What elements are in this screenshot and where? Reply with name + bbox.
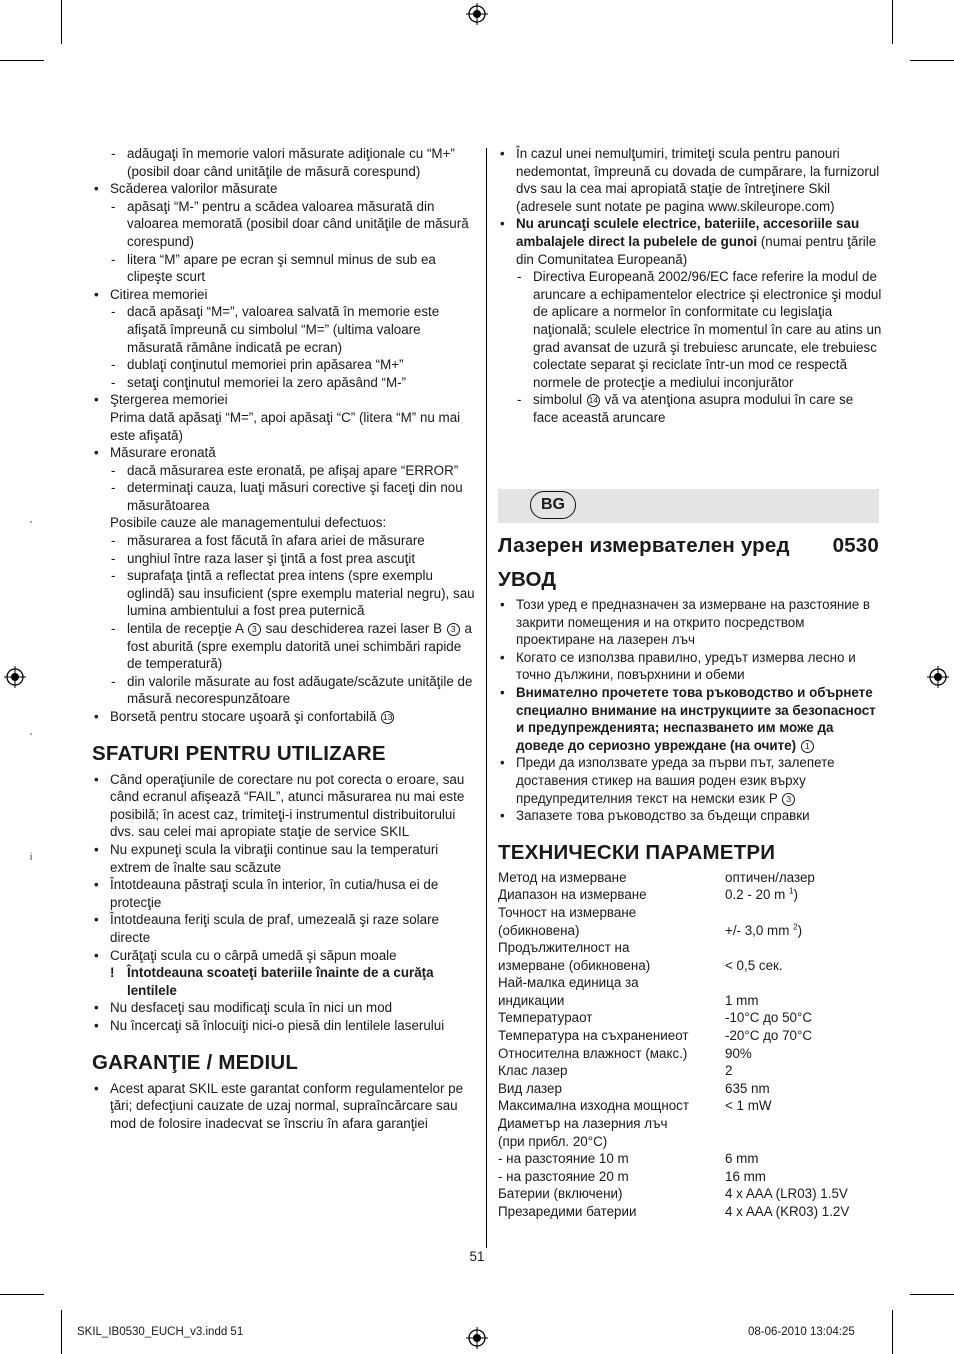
spec-value	[725, 1133, 879, 1151]
footer-file: SKIL_IB0530_EUCH_v3.indd 51	[77, 1326, 244, 1338]
spec-value-text: -10°C до 50°C	[725, 1010, 812, 1026]
spec-row	[498, 922, 879, 940]
list-item: - măsurarea a fost făcută în afara ariei de măsurare	[92, 532, 476, 550]
spec-row	[498, 1045, 879, 1063]
spec-label: (при прибл. 20°C)	[498, 1133, 608, 1149]
list-item: - litera “M” apare pe ecran şi semnul minus de sub ea clipeşte scurt	[92, 251, 476, 286]
footnote-marker: 1	[789, 886, 794, 896]
spec-value	[725, 1045, 879, 1063]
registration-mark-icon	[4, 666, 26, 688]
spec-value-text: оптичен/лазер	[725, 869, 815, 885]
list-item: • Запазете това ръководство за бъдещи справки	[498, 807, 882, 825]
right-column	[498, 145, 882, 427]
list-item: • Nu expuneţi scula la vibraţii continue sau la temperaturi extrem de înalte sau scăzute	[92, 841, 476, 876]
margin-mark: '	[30, 732, 32, 743]
crop-mark	[910, 1294, 954, 1295]
reference-number-icon: 14	[588, 395, 599, 406]
list-item: • Този уред е предназначен за измерване на разстояние в закрити помещения и на открито посредством проектиране на лазерен лъч	[498, 596, 882, 649]
spec-row	[498, 957, 879, 975]
spec-row	[498, 1150, 879, 1168]
list-item: - apăsaţi “M-” pentru a scădea valoarea măsurată din valoarea memorată (posibil doar când unităţile de măsură corespund)	[92, 198, 476, 251]
spec-label: Вид лазер	[498, 1080, 562, 1096]
section-title-intro: УВОД	[498, 568, 557, 591]
margin-mark: i	[30, 852, 33, 863]
spec-label: Максимална изходна мощност	[498, 1098, 689, 1114]
list-item: • Scăderea valorilor măsurate	[92, 180, 476, 198]
spec-value-text: 4 x AAA (KR03) 1.2V	[725, 1204, 850, 1219]
list-item: Prima dată apăsaţi “M=”, apoi apăsaţi “C” (litera “M” nu mai este afişată)	[110, 409, 461, 443]
registration-mark-icon	[466, 3, 488, 25]
language-badge: BG	[530, 491, 576, 519]
list-item-text: vă va atenţiona asupra modului în care se face această aruncare	[533, 392, 854, 425]
list-item: - suprafaţa ţintă a reflectat prea intens (spre exemplu oglindă) sau insuficient (spre exemplu material negru), sau lumina ambientului a fost prea puternică	[92, 567, 476, 620]
tips-list	[92, 771, 476, 1035]
list-item: - dacă măsurarea este eronată, pe afişaj apare “ERROR”	[92, 462, 476, 480]
product-heading	[498, 534, 879, 558]
specs-table	[498, 869, 879, 1221]
registration-mark-icon	[927, 666, 949, 688]
spec-value	[725, 1185, 879, 1203]
section-title-specs: ТЕХНИЧЕСКИ ПАРАМЕТРИ	[498, 840, 776, 864]
spec-row	[498, 886, 879, 904]
warranty-list	[92, 1080, 476, 1133]
bg-section	[498, 534, 882, 1221]
list-item: Posibile cauze ale managementului defectuos:	[110, 515, 387, 531]
list-item: - adăugaţi în memorie valori măsurate adiţionale cu “M+” (posibil doar când unităţile de măsură corespund)	[92, 145, 476, 180]
spec-label: Батерии (включени)	[498, 1186, 623, 1202]
list-item: • Nu încercaţi să înlocuiţi nici-o piesă din lentilele laserului	[92, 1017, 476, 1035]
list-item: • Întotdeauna feriţi scula de praf, umezeală şi raze solare directe	[92, 911, 476, 946]
spec-value-text: 1 mm	[725, 992, 759, 1008]
list-item: - setaţi conţinutul memoriei la zero apăsând “M-”	[92, 374, 476, 392]
spec-value	[725, 869, 879, 887]
list-item-text: (numai pentru ţările din Comunitatea Europeană)	[516, 233, 877, 267]
spec-label: Презаредими батерии	[498, 1204, 637, 1219]
reference-number-icon: 3	[782, 793, 795, 806]
reference-number-icon: 3	[447, 623, 460, 636]
spec-value	[725, 1062, 879, 1080]
spec-row	[498, 1097, 879, 1115]
list-item-text: a fost aburită (spre exemplu datorită unei schimbări rapide de temperatură)	[127, 621, 472, 672]
reference-number-icon: 13	[382, 712, 393, 722]
list-item-text: sau deschiderea razei laser B	[265, 621, 443, 637]
spec-value-text: 90%	[725, 1045, 752, 1061]
list-item	[498, 215, 882, 268]
spec-value	[725, 1080, 879, 1098]
language-band	[498, 489, 879, 523]
section-title-tips: SFATURI PENTRU UTILIZARE	[92, 741, 386, 765]
spec-value-text: 2	[725, 1063, 733, 1079]
page-number: 51	[469, 1249, 485, 1264]
list-item: - Directiva Europeană 2002/96/EC face referire la modul de aruncare a echipamentelor electrice şi electronice şi modul de aplicare a normelor în conformitate cu legislaţia naţională; sculele electrice în momentul în care au atins un grad avansat de uzură şi trebuiesc aruncate, ele trebuiesc colectate separat şi reciclate într-un mod ce respectă normele de protecţie a mediului inconjurător	[498, 268, 882, 391]
crop-mark	[61, 0, 62, 44]
spec-value-text: < 0,5 сек.	[725, 957, 783, 973]
spec-row	[498, 1185, 879, 1203]
spec-value-text: 16 mm	[725, 1168, 766, 1184]
spec-row	[498, 1080, 879, 1098]
list-item: • Когато се използва правилно, уредът измерва лесно и точно дължини, повърхнини и обеми	[498, 649, 882, 684]
list-item-warning: ! Întotdeauna scoateţi bateriile înainte de a curăţa lentilele	[92, 964, 476, 999]
list-item-text: lentila de recepţie A	[127, 621, 244, 637]
spec-value-text: 4 x AAA (LR03) 1.5V	[725, 1186, 848, 1202]
spec-label: - на разстояние 20 m	[498, 1168, 629, 1184]
spec-value	[725, 957, 879, 975]
spec-label: Точност на измерване	[498, 904, 637, 920]
spec-value	[725, 1027, 879, 1045]
list-item	[498, 754, 882, 807]
list-item: • Ştergerea memoriei	[92, 391, 476, 409]
spec-label: Относителна влажност (макс.)	[498, 1045, 688, 1061]
list-item: • Când operaţiunile de corectare nu pot corecta o eroare, sau când ecranul afişează “FAIL”, atunci măsurarea nu mai este posibilă; în acest caz, trimiteţi-i instrumentul distribuitorului dvs. sau celei mai apropiate staţie de service SKIL	[92, 771, 476, 841]
column-divider	[486, 148, 487, 1248]
list-item: - unghiul între raza laser şi ţintă a fost prea ascuţit	[92, 550, 476, 568]
spec-label: Диапазон на измерване	[498, 887, 647, 903]
spec-value	[725, 1115, 879, 1133]
spec-row	[498, 869, 879, 887]
crop-mark	[0, 60, 44, 61]
crop-mark	[892, 1310, 893, 1354]
spec-value	[725, 974, 879, 992]
list-item-text: Borsetă pentru stocare uşoară şi confortabilă	[110, 709, 377, 724]
list-item: • Nu desfaceţi sau modificaţi scula în nici un mod	[92, 999, 476, 1017]
spec-row	[498, 939, 879, 957]
spec-value	[725, 1150, 879, 1168]
list-item: - determinaţi cauza, luaţi măsuri corective şi faceţi din nou măsurătoarea	[92, 479, 476, 514]
spec-row	[498, 1027, 879, 1045]
spec-value-text: +/- 3,0 mm	[725, 922, 790, 938]
list-item: - dublaţi conţinutul memoriei prin apăsarea “M+”	[92, 356, 476, 374]
spec-label: Най-малка единица за	[498, 975, 639, 991]
spec-label: Клас лазер	[498, 1063, 568, 1079]
registration-mark-icon	[466, 1327, 488, 1349]
list-item	[498, 684, 882, 754]
spec-value	[725, 939, 879, 957]
crop-mark	[0, 1294, 44, 1295]
intro-list	[498, 596, 882, 825]
list-item: • Măsurare eronată	[92, 444, 476, 462]
spec-label: измерване (обикновена)	[498, 957, 651, 973]
spec-label: Продължителност на	[498, 940, 630, 956]
spec-value-text: -20°C до 70°C	[725, 1028, 812, 1044]
spec-value	[725, 1009, 879, 1027]
footer-date: 08-06-2010 13:04:25	[748, 1326, 855, 1338]
spec-row	[498, 904, 879, 922]
spec-row	[498, 1062, 879, 1080]
product-model: 0530	[832, 534, 879, 557]
crop-mark	[892, 0, 893, 44]
list-item: • Curăţaţi scula cu o cârpă umedă şi săpun moale	[92, 947, 476, 965]
list-item-text: simbolul	[533, 392, 583, 408]
spec-label: Диаметър на лазерния лъч	[498, 1116, 668, 1132]
crop-mark	[61, 1310, 62, 1354]
spec-value	[725, 1168, 879, 1186]
spec-value	[725, 992, 879, 1010]
spec-value	[725, 1203, 879, 1221]
list-item-bold: Внимателно прочетете това ръководство и обърнете специално внимание на инструкциите за безопасност и предупрежденията; неспазването им може да доведе до сериозно увреждане (на очите)	[516, 684, 876, 753]
crop-mark	[910, 60, 954, 61]
reference-number-icon: 3	[248, 623, 261, 636]
margin-mark: '	[30, 520, 32, 531]
list-item	[92, 708, 476, 726]
environment-list	[498, 145, 882, 427]
spec-label: Температураот	[498, 1010, 593, 1026]
spec-value: 0.2 - 20 m $^1$)	[725, 886, 798, 903]
spec-value-text: < 1 mW	[725, 1098, 772, 1114]
spec-value: +/- 3,0 mm $^2$)	[725, 922, 803, 938]
list-item	[498, 391, 882, 426]
spec-value-text: 6 mm	[725, 1151, 759, 1167]
left-column	[92, 145, 476, 1132]
spec-row	[498, 1009, 879, 1027]
list-item: • În cazul unei nemulţumiri, trimiteţi scula pentru panouri nedemontat, împreună cu dovada de cumpărare, la furnizorul dvs sau la cea mai apropiată staţie de întreţinere Skil (adresele sunt notate pe pagina www.skileurope.com)	[498, 145, 882, 215]
spec-value	[725, 904, 879, 922]
spec-row	[498, 1115, 879, 1133]
list-item: • Întotdeauna păstraţi scula în interior, în cutia/husa ei de protecţie	[92, 876, 476, 911]
list-item: • Acest aparat SKIL este garantat conform regulamentelor pe ţări; defecţiuni cauzate de uzaj normal, supraîncărcare sau mod de folosire inadecvat se înscriu în afara garanţiei	[92, 1080, 476, 1133]
spec-value	[725, 1097, 879, 1115]
spec-row	[498, 1168, 879, 1186]
section-title-warranty: GARANŢIE / MEDIUL	[92, 1050, 299, 1074]
memory-instructions-list	[92, 145, 476, 726]
spec-label: - на разстояние 10 m	[498, 1151, 629, 1167]
list-item: - din valorile măsurate au fost adăugate/scăzute unităţile de măsură necorespunzătoare	[92, 673, 476, 708]
spec-row	[498, 974, 879, 992]
list-item: • Citirea memoriei	[92, 286, 476, 304]
spec-label: (обикновена)	[498, 922, 580, 938]
list-item	[92, 620, 476, 673]
spec-row	[498, 1133, 879, 1151]
spec-label: Метод на измерване	[498, 869, 627, 885]
reference-number-icon: 1	[801, 740, 814, 753]
spec-value-text: 635 nm	[725, 1080, 770, 1096]
list-item-text: Преди да използвате уреда за първи път, залепете доставения стикер на вашия роден език върху предупредителния текст на немски език P	[516, 755, 835, 806]
list-item-bold: Nu aruncaţi sculele electrice, bateriile, accesoriile sau ambalajele direct la pubelele de gunoi	[516, 216, 860, 249]
spec-row	[498, 992, 879, 1010]
spec-label: индикации	[498, 992, 565, 1008]
footnote-marker: 2	[793, 922, 798, 932]
spec-label: Температура на съхранениеот	[498, 1028, 689, 1044]
list-item: - dacă apăsaţi “M=”, valoarea salvată în memorie este afişată împreună cu simbolul “M=” (ultima valoare măsurată rămâne indicată pe ecran)	[92, 303, 476, 356]
spec-row	[498, 1203, 879, 1221]
product-name: Лазерен измервателен уред	[498, 534, 790, 557]
spec-value-text: 0.2 - 20 m	[725, 887, 786, 903]
